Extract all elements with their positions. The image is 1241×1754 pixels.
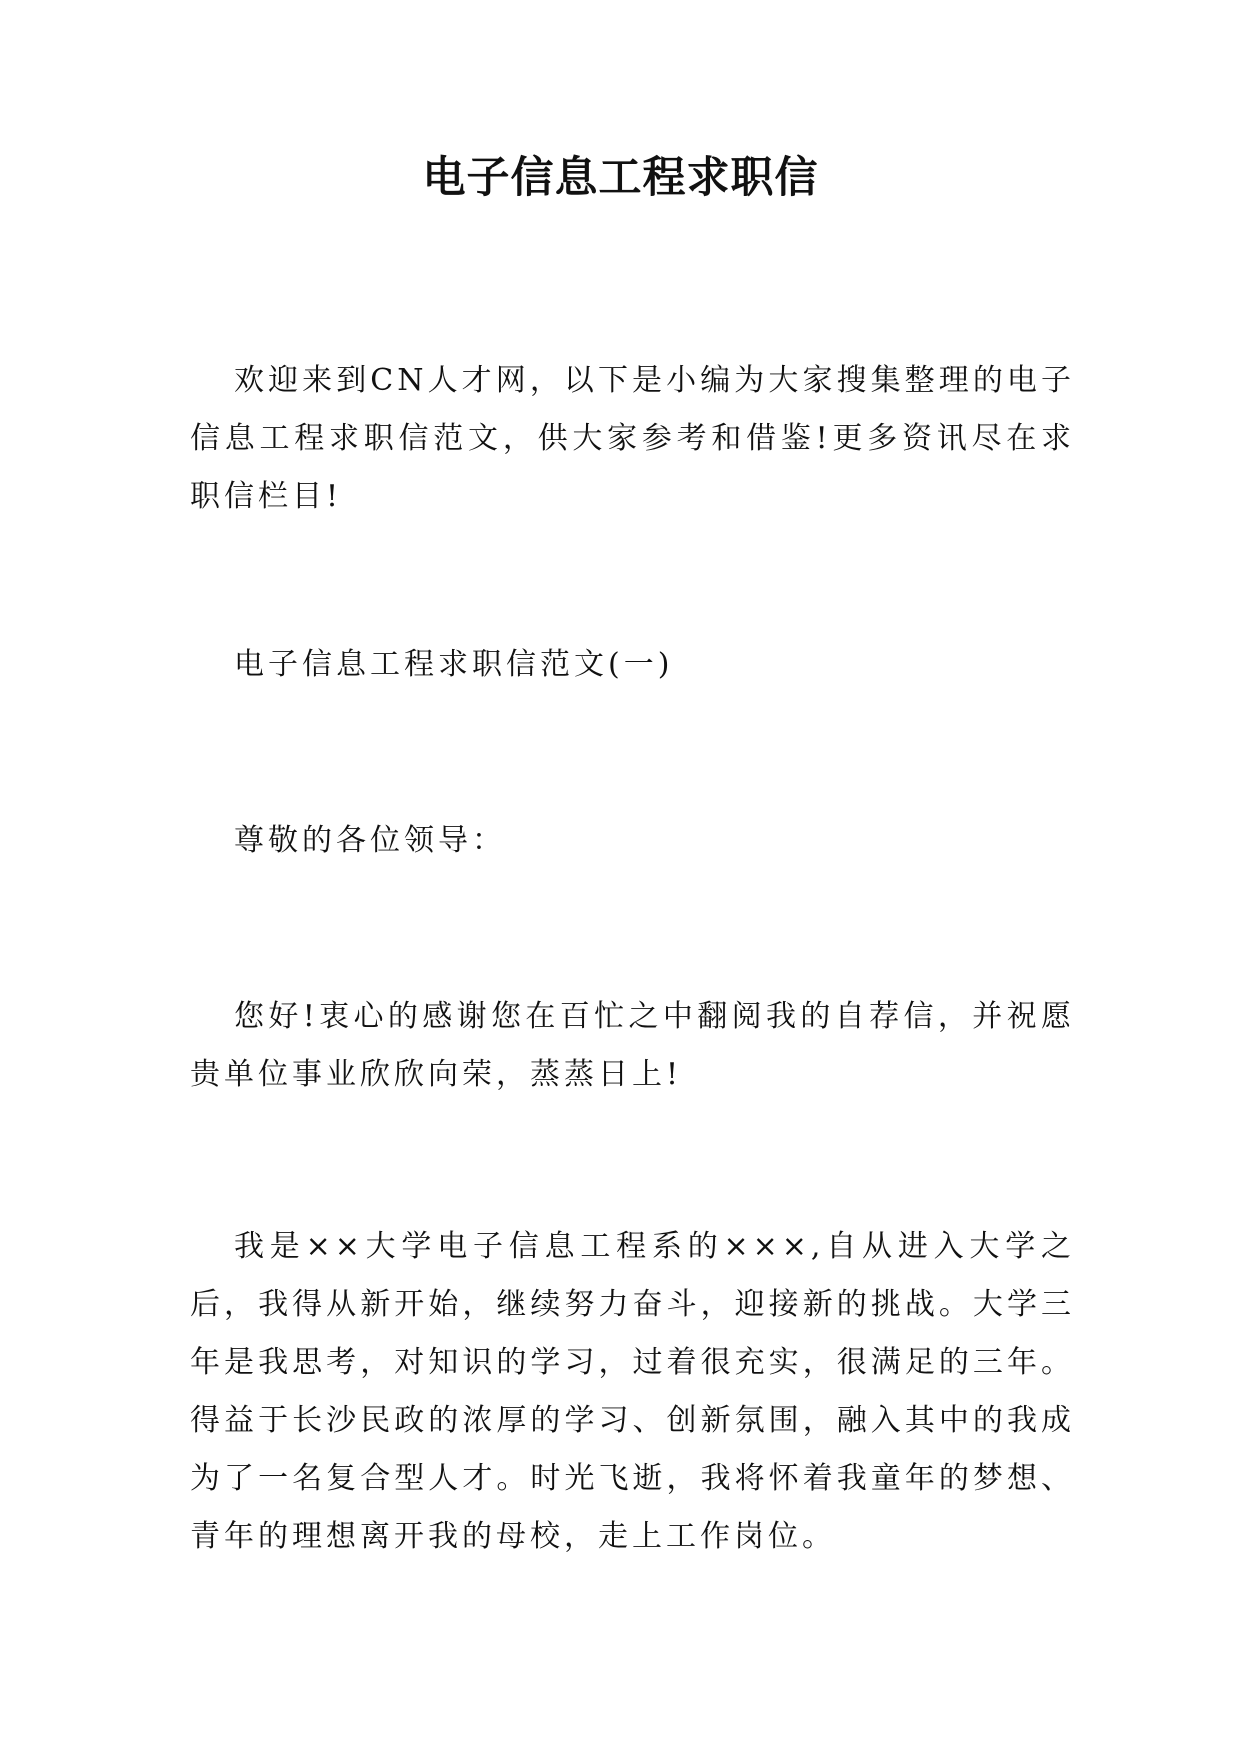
section-heading: 电子信息工程求职信范文(一) [234, 647, 674, 682]
body-paragraph: 我是××大学电子信息工程系的×××,自从进入大学之后，我得从新开始，继续努力奋斗，迎接新的挑战。大学三年是我思考，对知识的学习，过着很充实，很满足的三年。得益于长沙民政的浓厚的学习、创新氛围，融入其中的我成为了一名复合型人才。时光飞逝，我将怀着我童年的梦想、青年的理想离开我的母校，走上工作岗位。 [190, 1229, 1075, 1554]
document-title: 电子信息工程求职信 [422, 153, 819, 203]
intro-paragraph: 欢迎来到CN人才网，以下是小编为大家搜集整理的电子信息工程求职信范文，供大家参考和借鉴!更多资讯尽在求职信栏目! [190, 363, 1075, 514]
greeting-paragraph: 尊敬的各位领导： [234, 823, 506, 858]
salutation-paragraph: 您好!衷心的感谢您在百忙之中翻阅我的自荐信，并祝愿贵单位事业欣欣向荣，蒸蒸日上! [190, 999, 1075, 1092]
